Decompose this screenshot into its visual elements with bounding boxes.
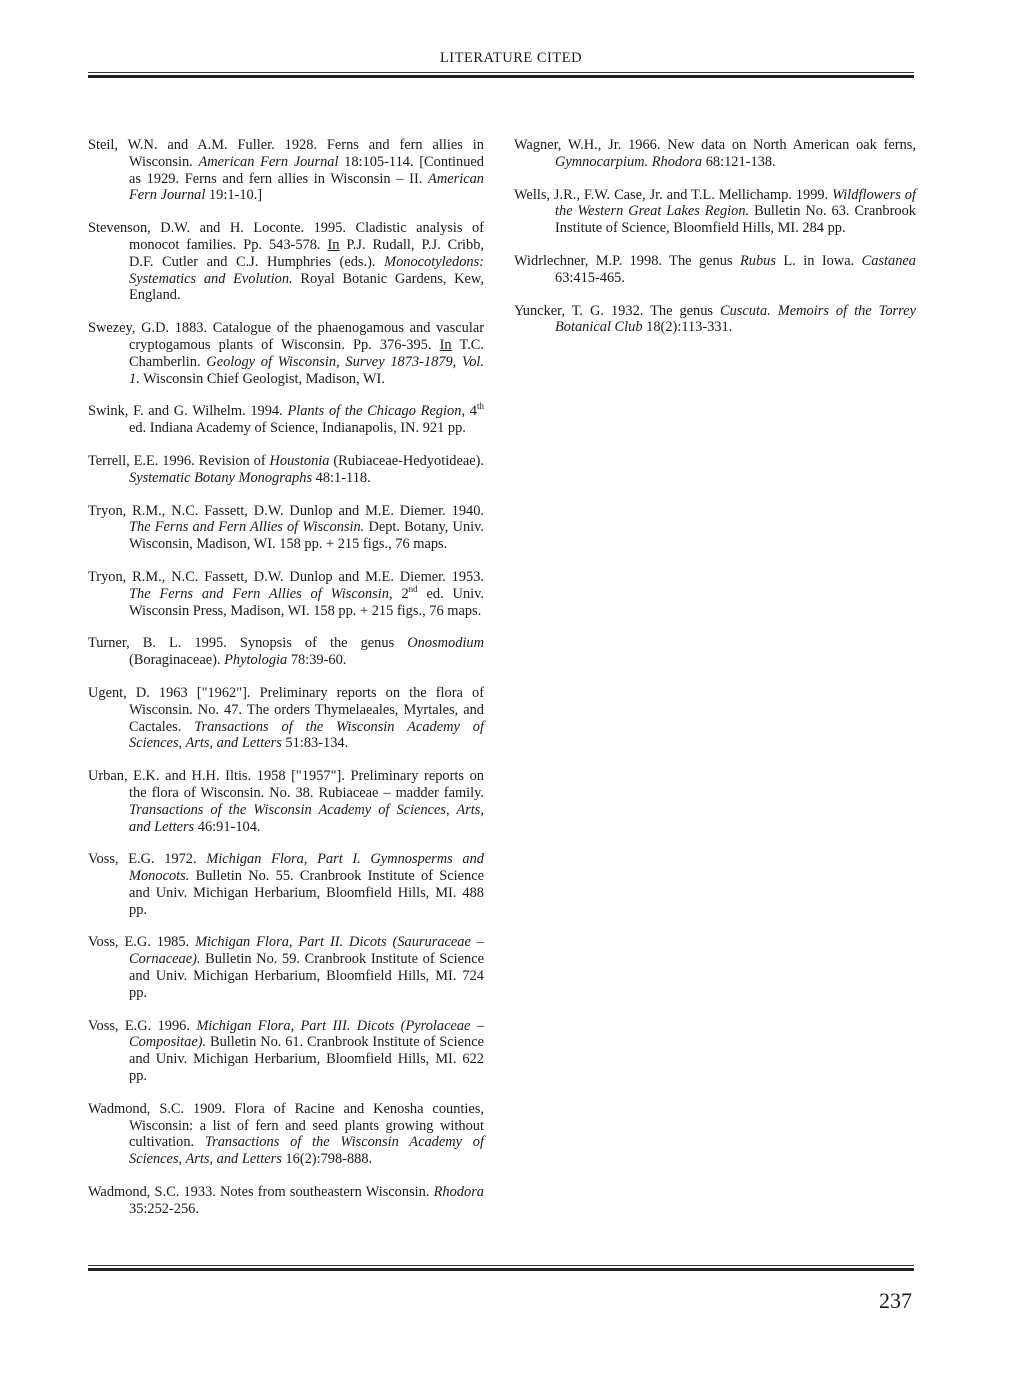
reference-entry: Widrlechner, M.P. 1998. The genus Rubus L. in Iowa. Castanea 63:415-465.	[514, 252, 916, 286]
right-column	[514, 137, 916, 352]
reference-entry: Voss, E.G. 1996. Michigan Flora, Part III. Dicots (Pyrolaceae – Compositae). Bulletin No. 61. Cranbrook Institute of Science and Univ. Michigan Herbarium, Bloomfield Hills, MI. 622 pp.	[88, 1017, 484, 1085]
reference-entry: Steil, W.N. and A.M. Fuller. 1928. Ferns and fern allies in Wisconsin. American Fern Journal 18:105-114. [Continued as 1929. Ferns and fern allies in Wisconsin – II. American Fern Journal 19:1-10.]	[88, 137, 484, 204]
reference-entry: Wadmond, S.C. 1933. Notes from southeastern Wisconsin. Rhodora 35:252-256.	[88, 1184, 484, 1217]
reference-entry: Wadmond, S.C. 1909. Flora of Racine and Kenosha counties, Wisconsin: a list of fern and seed plants growing without cultivation. Transactions of the Wisconsin Academy of Sciences, Arts, and Letters 16(2):798-888.	[88, 1100, 484, 1168]
reference-entry: Tryon, R.M., N.C. Fassett, D.W. Dunlop and M.E. Diemer. 1953. The Ferns and Fern Allies of Wisconsin, 2nd ed. Univ. Wisconsin Press, Madison, WI. 158 pp. + 215 figs., 76 maps.	[88, 568, 484, 619]
reference-entry: Turner, B. L. 1995. Synopsis of the genus Onosmodium (Boraginaceae). Phytologia 78:39-60.	[88, 635, 484, 669]
reference-entry: Swezey, G.D. 1883. Catalogue of the phaenogamous and vascular cryptogamous plants of Wisconsin. Pp. 376-395. In T.C. Chamberlin. Geology of Wisconsin, Survey 1873-1879, Vol. 1. Wisconsin Chief Geologist, Madison, WI.	[88, 320, 485, 387]
header-rule	[88, 72, 914, 78]
reference-entry: Voss, E.G. 1972. Michigan Flora, Part I. Gymnosperms and Monocots. Bulletin No. 55. Cranbrook Institute of Science and Univ. Michigan Herbarium, Bloomfield Hills, MI. 488 pp.	[88, 851, 484, 918]
reference-entry: Tryon, R.M., N.C. Fassett, D.W. Dunlop and M.E. Diemer. 1940. The Ferns and Fern Allies of Wisconsin. Dept. Botany, Univ. Wisconsin, Madison, WI. 158 pp. + 215 figs., 76 maps.	[88, 502, 484, 553]
reference-entry: Wells, J.R., F.W. Case, Jr. and T.L. Mellichamp. 1999. Wildflowers of the Western Great Lakes Region. Bulletin No. 63. Cranbrook Institute of Science, Bloomfield Hills, MI. 284 pp.	[514, 186, 917, 237]
reference-entry: Yuncker, T. G. 1932. The genus Cuscuta. Memoirs of the Torrey Botanical Club 18(2):113-331.	[514, 302, 916, 336]
reference-entry: Wagner, W.H., Jr. 1966. New data on North American oak ferns, Gymnocarpium. Rhodora 68:121-138.	[514, 137, 916, 170]
left-column	[88, 137, 484, 1234]
footer-rule	[88, 1265, 914, 1271]
reference-entry: Swink, F. and G. Wilhelm. 1994. Plants of the Chicago Region, 4th ed. Indiana Academy of Science, Indianapolis, IN. 921 pp.	[88, 401, 484, 437]
reference-entry: Terrell, E.E. 1996. Revision of Houstonia (Rubiaceae-Hedyotideae). Systematic Botany Monographs 48:1-118.	[88, 452, 484, 486]
reference-entry: Voss, E.G. 1985. Michigan Flora, Part II. Dicots (Saururaceae – Cornaceae). Bulletin No. 59. Cranbrook Institute of Science and Univ. Michigan Herbarium, Bloomfield Hills, MI. 724 pp.	[88, 934, 484, 1001]
reference-entry: Stevenson, D.W. and H. Loconte. 1995. Cladistic analysis of monocot families. Pp. 543-578. In P.J. Rudall, P.J. Cribb, D.F. Cutler and C.J. Humphries (eds.). Monocotyledons: Systematics and Evolution. Royal Botanic Gardens, Kew, England.	[88, 220, 484, 304]
reference-entry: Urban, E.K. and H.H. Iltis. 1958 ["1957"]. Preliminary reports on the flora of Wisconsin. No. 38. Rubiaceae – madder family. Transactions of the Wisconsin Academy of Sciences, Arts, and Letters 46:91-104.	[88, 768, 484, 835]
running-header: LITERATURE CITED	[439, 50, 583, 66]
page-number: 237	[879, 1288, 912, 1313]
reference-entry: Ugent, D. 1963 ["1962"]. Preliminary reports on the flora of Wisconsin. No. 47. The orders Thymelaeales, Myrtales, and Cactales. Transactions of the Wisconsin Academy of Sciences, Arts, and Letters 51:83-134.	[88, 684, 484, 752]
